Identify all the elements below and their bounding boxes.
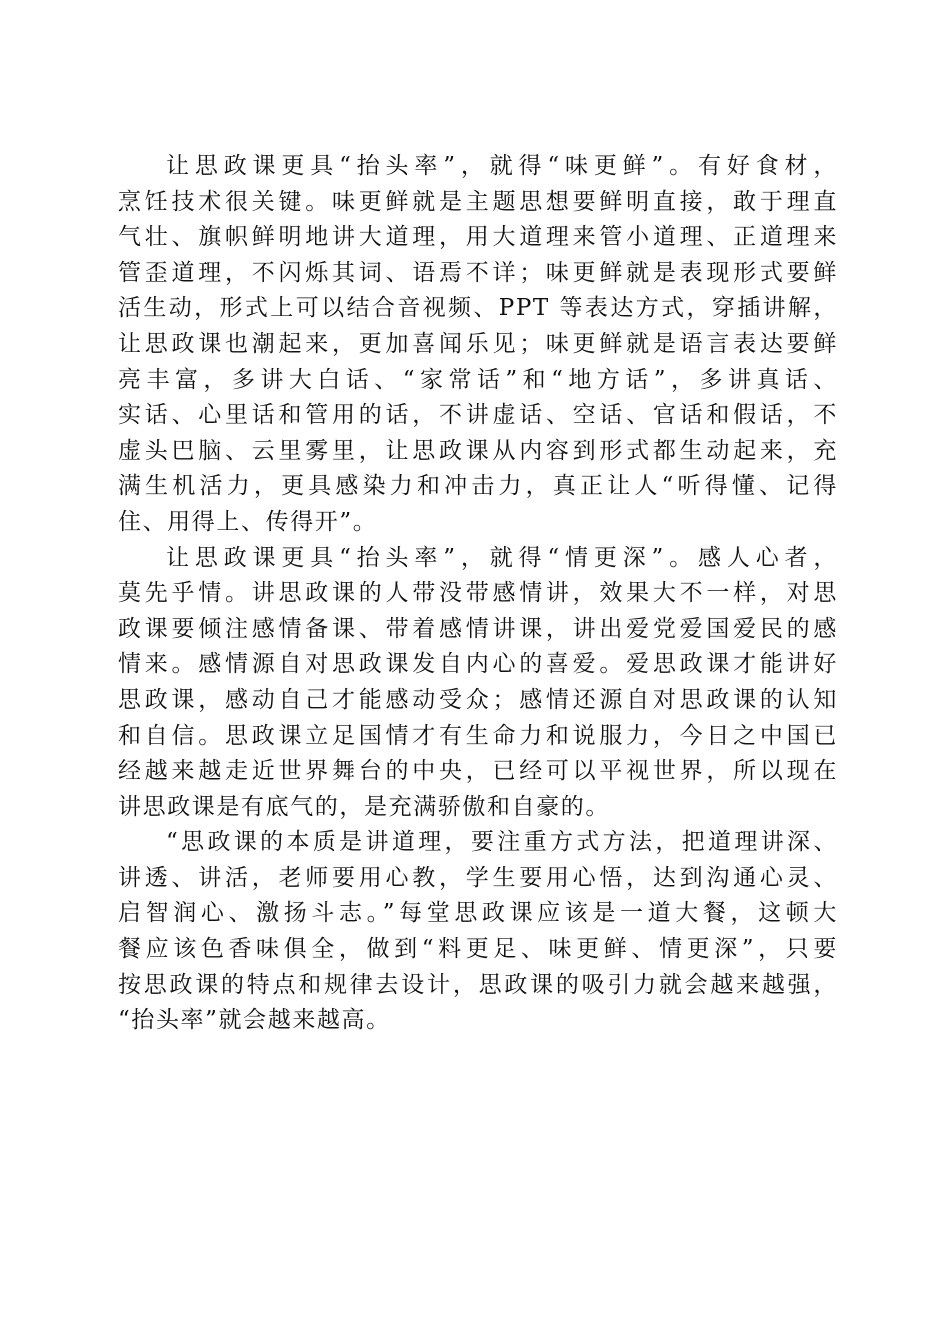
- text-line: 气壮、旗帜鲜明地讲大道理，用大道理来管小道理、正道理来: [118, 224, 838, 251]
- text-line: 经越来越走近世界舞台的中央，已经可以平视世界，所以现在: [118, 758, 838, 785]
- text-line: 按思政课的特点和规律去设计，思政课的吸引力就会越来越强，: [118, 971, 838, 998]
- text-line: 思政课，感动自己才能感动受众；感情还源自对思政课的认知: [118, 686, 838, 713]
- text-line: 管歪道理，不闪烁其词、语焉不详；味更鲜就是表现形式要鲜: [118, 259, 838, 286]
- text-line: 虚头巴脑、云里雾里，让思政课从内容到形式都生动起来，充: [118, 437, 838, 464]
- text-line: 和自信。思政课立足国情才有生命力和说服力，今日之中国已: [118, 722, 838, 749]
- text-line: 讲透、讲活，老师要用心教，学生要用心悟，达到沟通心灵、: [118, 864, 838, 891]
- text-line: 餐应该色香味俱全，做到“料更足、味更鲜、情更深”，只要: [118, 936, 838, 963]
- text-line: 活生动，形式上可以结合音视频、PPT 等表达方式，穿插讲解，: [118, 295, 838, 322]
- text-line: 满生机活力，更具感染力和冲击力，真正让人“听得懂、记得: [118, 473, 838, 500]
- text-line: 政课要倾注感情备课、带着感情讲课，讲出爱党爱国爱民的感: [118, 615, 838, 642]
- text-line: 让思政课更具“抬头率”，就得“情更深”。感人心者，: [166, 544, 838, 571]
- text-line: 情来。感情源自对思政课发自内心的喜爱。爱思政课才能讲好: [118, 651, 838, 678]
- paragraph-2: [118, 541, 838, 826]
- paragraph-3: [118, 825, 838, 1039]
- text-line: 讲思政课是有底气的，是充满骄傲和自豪的。: [118, 793, 610, 820]
- document-body: [118, 149, 838, 1039]
- text-line: “抬头率”就会越来越高。: [118, 1007, 391, 1034]
- paragraph-1: [118, 149, 838, 541]
- text-line: 实话、心里话和管用的话，不讲虚话、空话、官话和假话，不: [118, 402, 838, 429]
- text-line: 莫先乎情。讲思政课的人带没带感情讲，效果大不一样，对思: [118, 580, 838, 607]
- text-line: “思政课的本质是讲道理，要注重方式方法，把道理讲深、: [166, 829, 838, 856]
- text-line: 亮丰富，多讲大白话、“家常话”和“地方话”，多讲真话、: [118, 366, 838, 393]
- text-line: 烹饪技术很关键。味更鲜就是主题思想要鲜明直接，敢于理直: [118, 188, 838, 215]
- text-line: 启智润心、激扬斗志。”每堂思政课应该是一道大餐，这顿大: [118, 900, 838, 927]
- text-line: 让思政课更具“抬头率”，就得“味更鲜”。有好食材，: [166, 153, 838, 179]
- text-line: 住、用得上、传得开”。: [118, 508, 378, 535]
- text-line: 让思政课也潮起来，更加喜闻乐见；味更鲜就是语言表达要鲜: [118, 330, 838, 357]
